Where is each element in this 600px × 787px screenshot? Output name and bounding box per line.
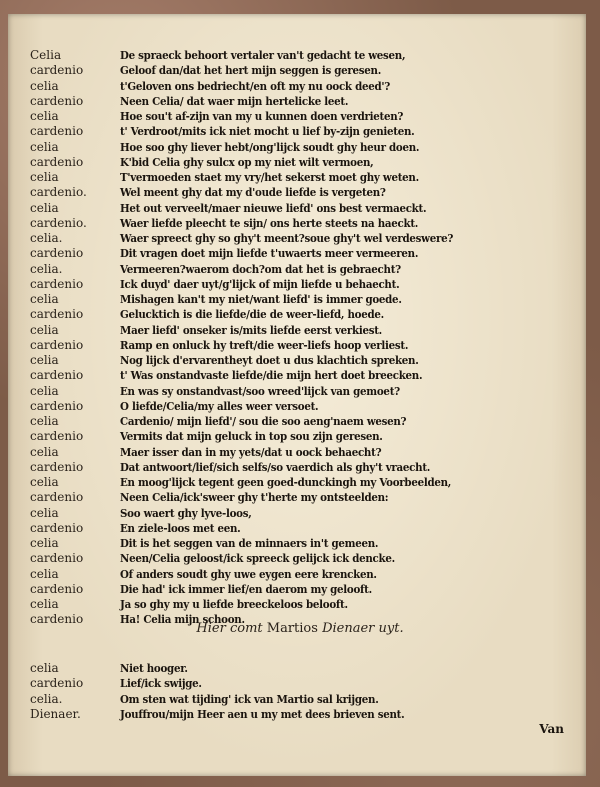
- verse-text: Gelucktich is die liefde/die de weer-liefd, hoede.: [120, 307, 384, 322]
- verse-text: Of anders soudt ghy uwe eygen eere krencken.: [120, 566, 377, 581]
- verse-text: Neen Celia/ dat waer mijn hertelicke leet.: [120, 93, 349, 108]
- dialogue-line: [30, 460, 566, 475]
- dialogue-line: [30, 170, 566, 185]
- speaker-name: celia.: [30, 231, 63, 245]
- dialogue-line: [30, 231, 566, 246]
- verse-text: Geloof dan/dat het hert mijn seggen is geresen.: [120, 63, 382, 78]
- verse-text: t' Was onstandvaste liefde/die mijn hert doet breecken.: [120, 368, 423, 383]
- speaker-name: celia: [30, 109, 59, 123]
- speaker-name: celia: [30, 170, 59, 184]
- verse-text: En moog'lijck tegent geen goed-dunckingh my Voorbeelden,: [120, 475, 452, 489]
- dialogue-line: [30, 368, 566, 383]
- verse-text: Ha! Celia mijn schoon.: [120, 612, 245, 627]
- speaker-name: cardenio: [30, 246, 84, 261]
- dialogue-line: [30, 109, 566, 124]
- dialogue-line: [30, 567, 566, 582]
- dialogue-line: [30, 124, 566, 139]
- verse-text: En was sy onstandvast/soo wreed'lijck van gemoet?: [120, 383, 400, 398]
- verse-text: t'Geloven ons bedriecht/en oft my nu oock deed'?: [120, 78, 390, 93]
- speaker-name: celia: [30, 414, 59, 428]
- dialogue-line: [30, 536, 566, 551]
- verse-text: Hoe sou't af-zijn van my u kunnen doen verdrieten?: [120, 109, 404, 123]
- speaker-name: cardenio: [30, 307, 84, 322]
- verse-text: Mishagen kan't my niet/want liefd' is immer goede.: [120, 292, 402, 306]
- dialogue-line: [30, 661, 566, 676]
- speaker-name: cardenio: [30, 276, 84, 291]
- dialogue-line: [30, 307, 566, 322]
- verse-text: Het out verveelt/maer nieuwe liefd' ons best vermaeckt.: [120, 200, 427, 215]
- dialogue-line: [30, 246, 566, 261]
- dialogue-line: [30, 521, 566, 536]
- stage-direction: [0, 621, 600, 636]
- speaker-name: cardenio: [30, 154, 84, 169]
- speaker-name: cardenio: [30, 676, 84, 691]
- speaker-name: cardenio: [30, 124, 84, 139]
- verse-text: T'vermoeden staet my vry/het sekerst moet ghy weten.: [120, 170, 419, 184]
- verse-text: Lief/ick swijge.: [120, 676, 202, 691]
- speaker-name: celia.: [30, 691, 63, 706]
- dialogue-line: [30, 384, 566, 399]
- catchword: Van: [539, 722, 564, 736]
- speaker-name: celia: [30, 292, 59, 306]
- speaker-name: cardenio: [30, 398, 84, 413]
- verse-text: Vermits dat mijn geluck in top sou zijn geresen.: [120, 429, 383, 444]
- verse-text: Niet hooger.: [120, 661, 188, 675]
- dialogue-line: [30, 353, 566, 368]
- verse-text: Ja so ghy my u liefde breeckeloos belooft.: [120, 597, 348, 611]
- dialogue-line: [30, 506, 566, 521]
- verse-text: t' Verdroot/mits ick niet mocht u lief by-zijn genieten.: [120, 124, 415, 139]
- speaker-name: cardenio: [30, 520, 84, 535]
- verse-text: Waer liefde pleecht te sijn/ ons herte steets na haeckt.: [120, 215, 419, 230]
- speaker-name: celia: [30, 505, 59, 520]
- dialogue-line: [30, 676, 566, 691]
- verse-text: K'bid Celia ghy sulcx op my niet wilt vermoen,: [120, 154, 374, 169]
- speaker-name: celia: [30, 566, 59, 581]
- dialogue-line: [30, 262, 566, 277]
- speaker-name: celia: [30, 383, 59, 398]
- verse-text: Maer liefd' onseker is/mits liefde eerst verkiest.: [120, 322, 382, 337]
- speaker-name: celia: [30, 78, 59, 93]
- verse-text: Hoe soo ghy liever hebt/ong'lijck soudt ghy heur doen.: [120, 139, 420, 154]
- verse-text: Ick duyd' daer uyt/g'lijck of mijn liefde u behaecht.: [120, 276, 400, 291]
- speaker-name: cardenio: [30, 612, 84, 627]
- speaker-name: cardenio: [30, 490, 84, 505]
- speaker-name: Dienaer.: [30, 706, 81, 721]
- dialogue-block-2: [30, 661, 566, 722]
- dialogue-line: [30, 63, 566, 78]
- speaker-name: celia: [30, 536, 59, 550]
- dialogue-line: [30, 551, 566, 566]
- dialogue-line: [30, 48, 566, 63]
- dialogue-block: [30, 48, 566, 628]
- speaker-name: cardenio: [30, 93, 84, 108]
- dialogue-line: [30, 185, 566, 200]
- dialogue-line: [30, 323, 566, 338]
- dialogue-line: [30, 79, 566, 94]
- speaker-name: celia: [30, 444, 59, 459]
- dialogue-line: [30, 216, 566, 231]
- verse-text: Neen/Celia geloost/ick spreeck gelijck ick dencke.: [120, 551, 395, 566]
- speaker-name: cardenio.: [30, 215, 87, 230]
- stage-direction-before: Hier comt: [196, 621, 263, 636]
- dialogue-line: [30, 155, 566, 170]
- dialogue-line: [30, 597, 566, 612]
- dialogue-line: [30, 201, 566, 216]
- speaker-name: celia.: [30, 261, 63, 276]
- speaker-name: cardenio: [30, 337, 84, 352]
- dialogue-line: [30, 399, 566, 414]
- speaker-name: cardenio: [30, 63, 84, 78]
- speaker-name: Celia: [30, 48, 62, 62]
- speaker-name: celia: [30, 139, 59, 154]
- verse-text: De spraeck behoort vertaler van't gedacht te wesen,: [120, 48, 406, 62]
- verse-text: Wel meent ghy dat my d'oude liefde is vergeten?: [120, 185, 386, 200]
- verse-text: Jouffrou/mijn Heer aen u my met dees brieven sent.: [120, 706, 405, 721]
- verse-text: Soo waert ghy lyve-loos,: [120, 505, 252, 520]
- verse-text: Vermeeren?waerom doch?om dat het is gebraecht?: [120, 261, 401, 276]
- dialogue-line: [30, 338, 566, 353]
- dialogue-line: [30, 292, 566, 307]
- speaker-name: cardenio: [30, 551, 84, 566]
- verse-text: Dit is het seggen van de minnaers in't gemeen.: [120, 536, 379, 550]
- dialogue-line: [30, 445, 566, 460]
- verse-text: Die had' ick immer lief/en daerom my gelooft.: [120, 581, 372, 596]
- speaker-name: celia: [30, 322, 59, 337]
- verse-text: En ziele-loos met een.: [120, 520, 241, 535]
- speaker-name: cardenio: [30, 459, 84, 474]
- verse-text: Nog lijck d'ervarentheyt doet u dus klachtich spreken.: [120, 353, 419, 367]
- speaker-name: celia: [30, 475, 59, 489]
- stage-direction-after: Dienaer uyt.: [322, 621, 404, 636]
- speaker-name: cardenio.: [30, 185, 87, 200]
- verse-text: Cardenio/ mijn liefd'/ sou die soo aeng'naem wesen?: [120, 414, 407, 428]
- dialogue-line: [30, 707, 566, 722]
- dialogue-line: [30, 692, 566, 707]
- dialogue-line: [30, 277, 566, 292]
- verse-text: Maer isser dan in my yets/dat u oock behaecht?: [120, 444, 382, 459]
- verse-text: Dit vragen doet mijn liefde t'uwaerts meer vermeeren.: [120, 246, 419, 261]
- dialogue-line: [30, 429, 566, 444]
- speaker-name: celia: [30, 597, 59, 611]
- stage-direction-character: Martios: [266, 621, 318, 636]
- dialogue-line: [30, 140, 566, 155]
- speaker-name: celia: [30, 200, 59, 215]
- verse-text: Waer spreect ghy so ghy't meent?soue ghy't wel verdeswere?: [120, 231, 454, 245]
- speaker-name: cardenio: [30, 429, 84, 444]
- dialogue-line: [30, 490, 566, 505]
- verse-text: Om sten wat tijding' ick van Martio sal krijgen.: [120, 691, 379, 706]
- dialogue-line: [30, 582, 566, 597]
- verse-text: Neen Celia/ick'sweer ghy t'herte my ontsteelden:: [120, 490, 389, 505]
- verse-text: O liefde/Celia/my alles weer versoet.: [120, 398, 319, 413]
- verse-text: Ramp en onluck hy treft/die weer-liefs hoop verliest.: [120, 337, 409, 352]
- verse-text: Dat antwoort/lief/sich selfs/so vaerdich als ghy't vraecht.: [120, 459, 431, 474]
- dialogue-line: [30, 414, 566, 429]
- speaker-name: cardenio: [30, 368, 84, 383]
- speaker-name: celia: [30, 353, 59, 367]
- dialogue-line: [30, 94, 566, 109]
- speaker-name: cardenio: [30, 581, 84, 596]
- dialogue-line: [30, 475, 566, 490]
- speaker-name: celia: [30, 661, 59, 675]
